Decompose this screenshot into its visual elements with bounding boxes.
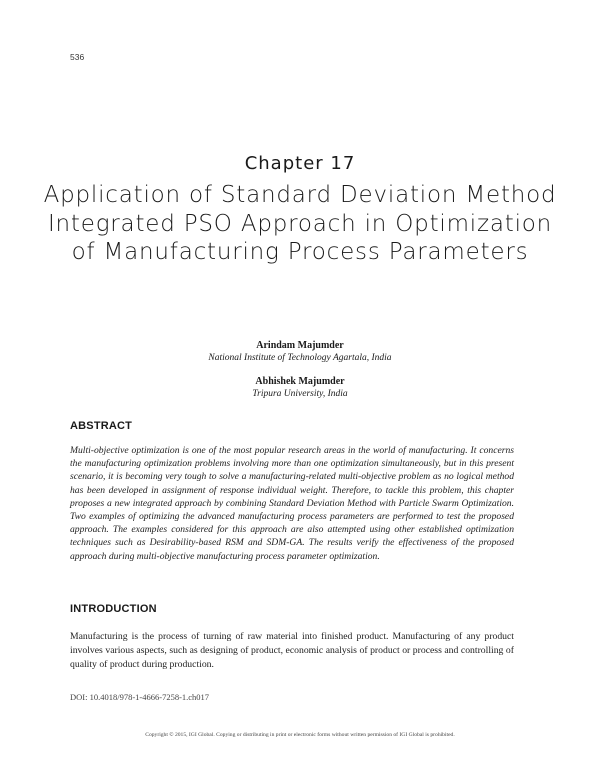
chapter-label: Chapter 17: [244, 153, 356, 174]
introduction-text: Manufacturing is the process of turning of raw material into finished product. Manufacturing of any product involves various aspects, such as designing of product, economic analysis of product or process and controlling of quality of product during production.: [70, 631, 514, 670]
abstract-heading: ABSTRACT: [70, 420, 133, 432]
doi-line: DOI: 10.4018/978-1-4666-7258-1.ch017: [70, 692, 210, 702]
abstract-text: Multi-objective optimization is one of the most popular research areas in the world of manufacturing. It concerns the manufacturing optimization problems involving more than one optimization simultaneously, but in this present scenario, it is becoming very tough to solve a manufacturing-related multi-objective problem as no logical method has been developed in assignment of response individual weight. Therefore, to tackle this problem, this chapter proposes a new integrated approach by combining Standard Deviation Method with Particle Swarm Optimization. Two examples of optimizing the advanced manufacturing process parameters are performed to test the proposed approach. The examples considered for this approach are also attempted using other established optimization techniques such as Desirability-based RSM and SDM-GA. The results verify the effectiveness of the proposed approach during multi-objective manufacturing process parameter optimization.: [70, 445, 514, 562]
author-name: Arindam Majumder: [256, 340, 344, 351]
page-number: 536: [70, 52, 85, 62]
author-block: [0, 376, 600, 400]
author-name: Abhishek Majumder: [255, 376, 345, 387]
copyright-notice: Copyright © 2015, IGI Global. Copying or distributing in print or electronic forms without written permission of IGI Global is prohibited.: [145, 732, 455, 738]
introduction-heading: INTRODUCTION: [70, 603, 157, 615]
author-affiliation: Tripura University, India: [252, 389, 348, 399]
author-block: [0, 340, 600, 364]
chapter-title: Application of Standard Deviation Method Integrated PSO Approach in Optimization of Manufacturing Process Parameters: [43, 182, 557, 265]
author-list: [0, 340, 600, 400]
author-affiliation: National Institute of Technology Agartala, India: [208, 353, 392, 363]
